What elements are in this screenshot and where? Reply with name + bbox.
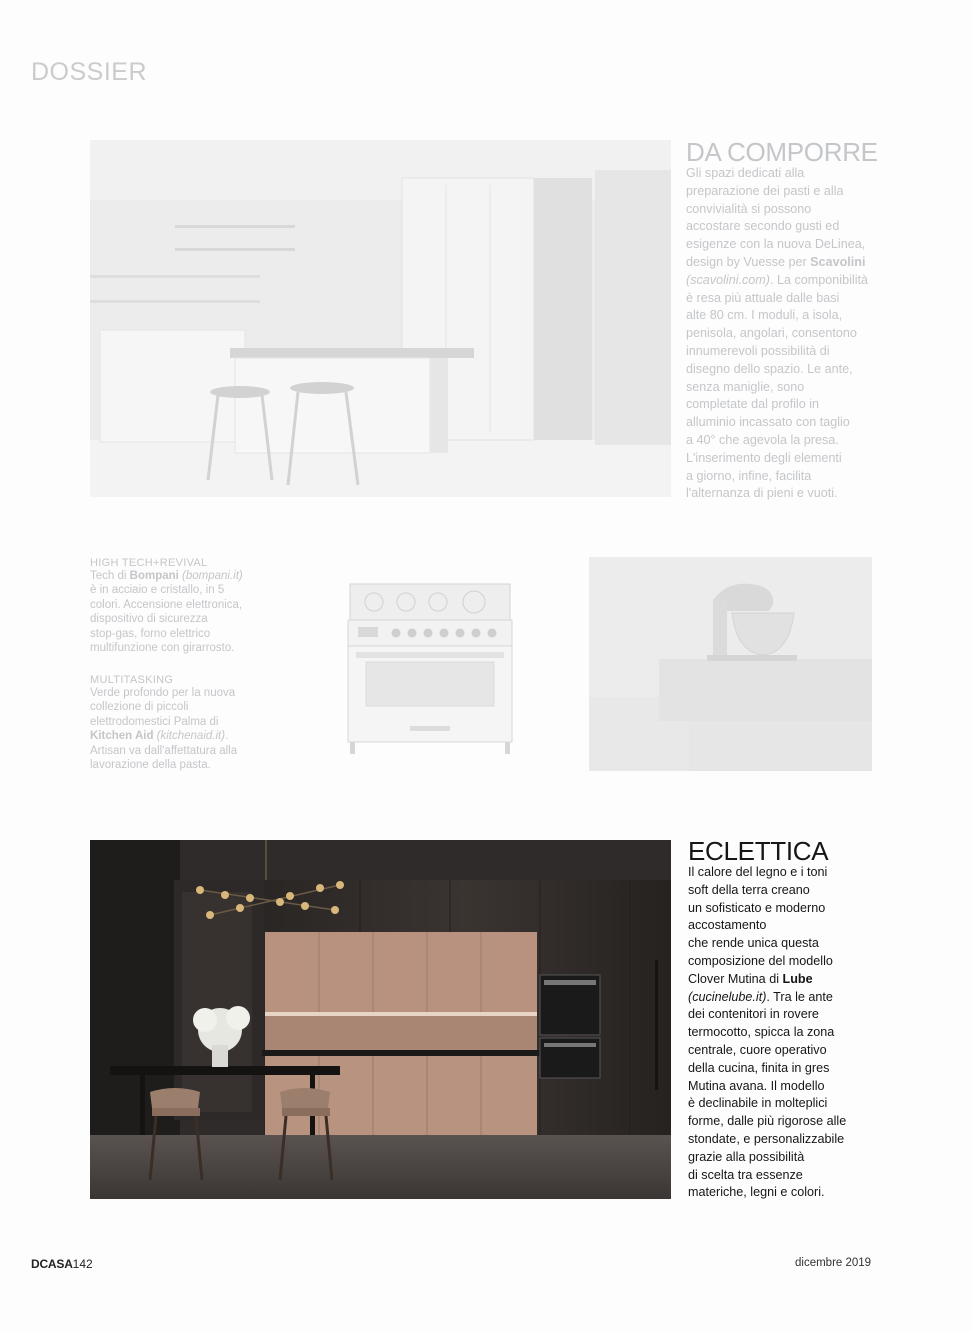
article-title: ECLETTICA (688, 836, 829, 866)
brand-name: Scavolini (810, 254, 866, 269)
body-line: Mutina avana. Il modello (688, 1078, 825, 1093)
white-kitchen-illustration (90, 140, 671, 497)
magazine-name: DCASA (31, 1257, 73, 1271)
caption-line: lavorazione della pasta. (90, 759, 211, 772)
caption-line: multifunzione con girarrosto. (90, 642, 235, 655)
section-label: DOSSIER (31, 58, 148, 86)
body-line: soft della terra creano (688, 882, 810, 897)
article-da-comporre (686, 139, 916, 503)
body-line: di scelta tra essenze (688, 1167, 803, 1182)
range-cooker-illustration (344, 578, 516, 758)
caption-line: Tech di (90, 570, 130, 582)
body-line: Gli spazi dedicati alla (686, 166, 805, 180)
brand-website: (cucinelube.it) (688, 989, 767, 1004)
body-line: L'inserimento degli elementi (686, 450, 842, 465)
body-line: senza maniglie, sono (686, 379, 805, 394)
body-line: preparazione dei pasti e alla (686, 183, 844, 198)
body-line: Clover Mutina di (688, 971, 783, 986)
caption-title: MULTITASKING (90, 674, 174, 686)
body-line: penisola, angolari, consentono (686, 326, 857, 341)
brand-name: Lube (782, 971, 813, 986)
body-line: design by Vuesse per (686, 254, 811, 269)
article-title: DA COMPORRE (686, 137, 878, 167)
brand-website: (bompani.it) (178, 570, 243, 582)
brand-website: (kitchenaid.it) (153, 730, 226, 743)
caption-body (90, 569, 280, 655)
body-line: a 40° che agevola la presa. (686, 432, 839, 447)
caption-line: colori. Accensione elettronica, (90, 598, 243, 611)
body-line: un sofisticato e moderno (688, 900, 826, 915)
body-line: alte 80 cm. I moduli, a isola, (686, 308, 843, 323)
body-line: alluminio incassato con taglio (686, 415, 850, 430)
body-line: accostamento (688, 918, 767, 933)
body-line: materiche, legni e colori. (688, 1185, 825, 1200)
range-cooker-photo (344, 578, 516, 758)
body-line: stondate, e personalizzabile (688, 1131, 845, 1146)
issue-date: dicembre 2019 (795, 1257, 872, 1269)
body-line: che rende unica questa (688, 936, 819, 951)
body-line: termocotto, spicca la zona (688, 1025, 835, 1040)
article-body (688, 864, 918, 1202)
caption-high-tech (90, 557, 280, 655)
page-number: 142 (72, 1257, 93, 1271)
body-line: centrale, cuore operativo (688, 1042, 827, 1057)
caption-line: elettrodomestici Palma di (90, 715, 219, 728)
body-line: grazie alla possibilità (688, 1149, 805, 1164)
page-footer-left (31, 1257, 93, 1271)
body-line: innumerevoli possibilità di (686, 343, 830, 358)
body-line: l'alternanza di pieni e vuoti. (686, 486, 838, 501)
body-line: della cucina, finita in gres (688, 1060, 830, 1075)
stand-mixer-photo (589, 557, 872, 771)
body-line: forme, dalle più rigorose alle (688, 1114, 847, 1129)
body-line: . La componibilità (769, 272, 868, 287)
dark-kitchen-photo (90, 840, 671, 1199)
article-body (686, 165, 916, 503)
body-line: disegno dello spazio. Le ante, (686, 361, 853, 376)
caption-title: HIGH TECH+REVIVAL (90, 557, 208, 569)
caption-line: Artisan va dall'affettatura alla (90, 744, 238, 757)
body-line: a giorno, infine, facilita (686, 468, 812, 483)
dark-kitchen-illustration (90, 840, 671, 1199)
body-line: convivialità si possono (686, 201, 812, 216)
body-line: . Tra le ante (766, 989, 833, 1004)
brand-name: Kitchen Aid (90, 730, 154, 743)
article-eclettica (688, 838, 918, 1202)
caption-line: dispositivo di sicurezza (90, 613, 208, 626)
body-line: accostare secondo gusti ed (686, 219, 840, 234)
body-line: dei contenitori in rovere (688, 1007, 819, 1022)
brand-name: Bompani (129, 570, 179, 582)
white-kitchen-photo (90, 140, 671, 497)
caption-line: Verde profondo per la nuova (90, 687, 236, 699)
caption-body (90, 686, 280, 772)
body-line: esigenze con la nuova DeLinea, (686, 237, 866, 252)
brand-website: (scavolini.com) (686, 272, 770, 287)
body-line: è declinabile in molteplici (688, 1096, 828, 1111)
caption-multitasking (90, 674, 280, 772)
body-line: composizione del modello (688, 953, 833, 968)
body-line: completate dal profilo in (686, 397, 820, 412)
caption-line: è in acciaio e cristallo, in 5 (90, 584, 225, 597)
body-line: è resa più attuale dalle basi (686, 290, 840, 305)
body-line: Il calore del legno e i toni (688, 865, 828, 879)
stand-mixer-illustration (589, 557, 872, 771)
caption-line: collezione di piccoli (90, 701, 189, 714)
caption-line: . (225, 730, 229, 743)
caption-line: stop-gas, forno elettrico (90, 627, 211, 640)
